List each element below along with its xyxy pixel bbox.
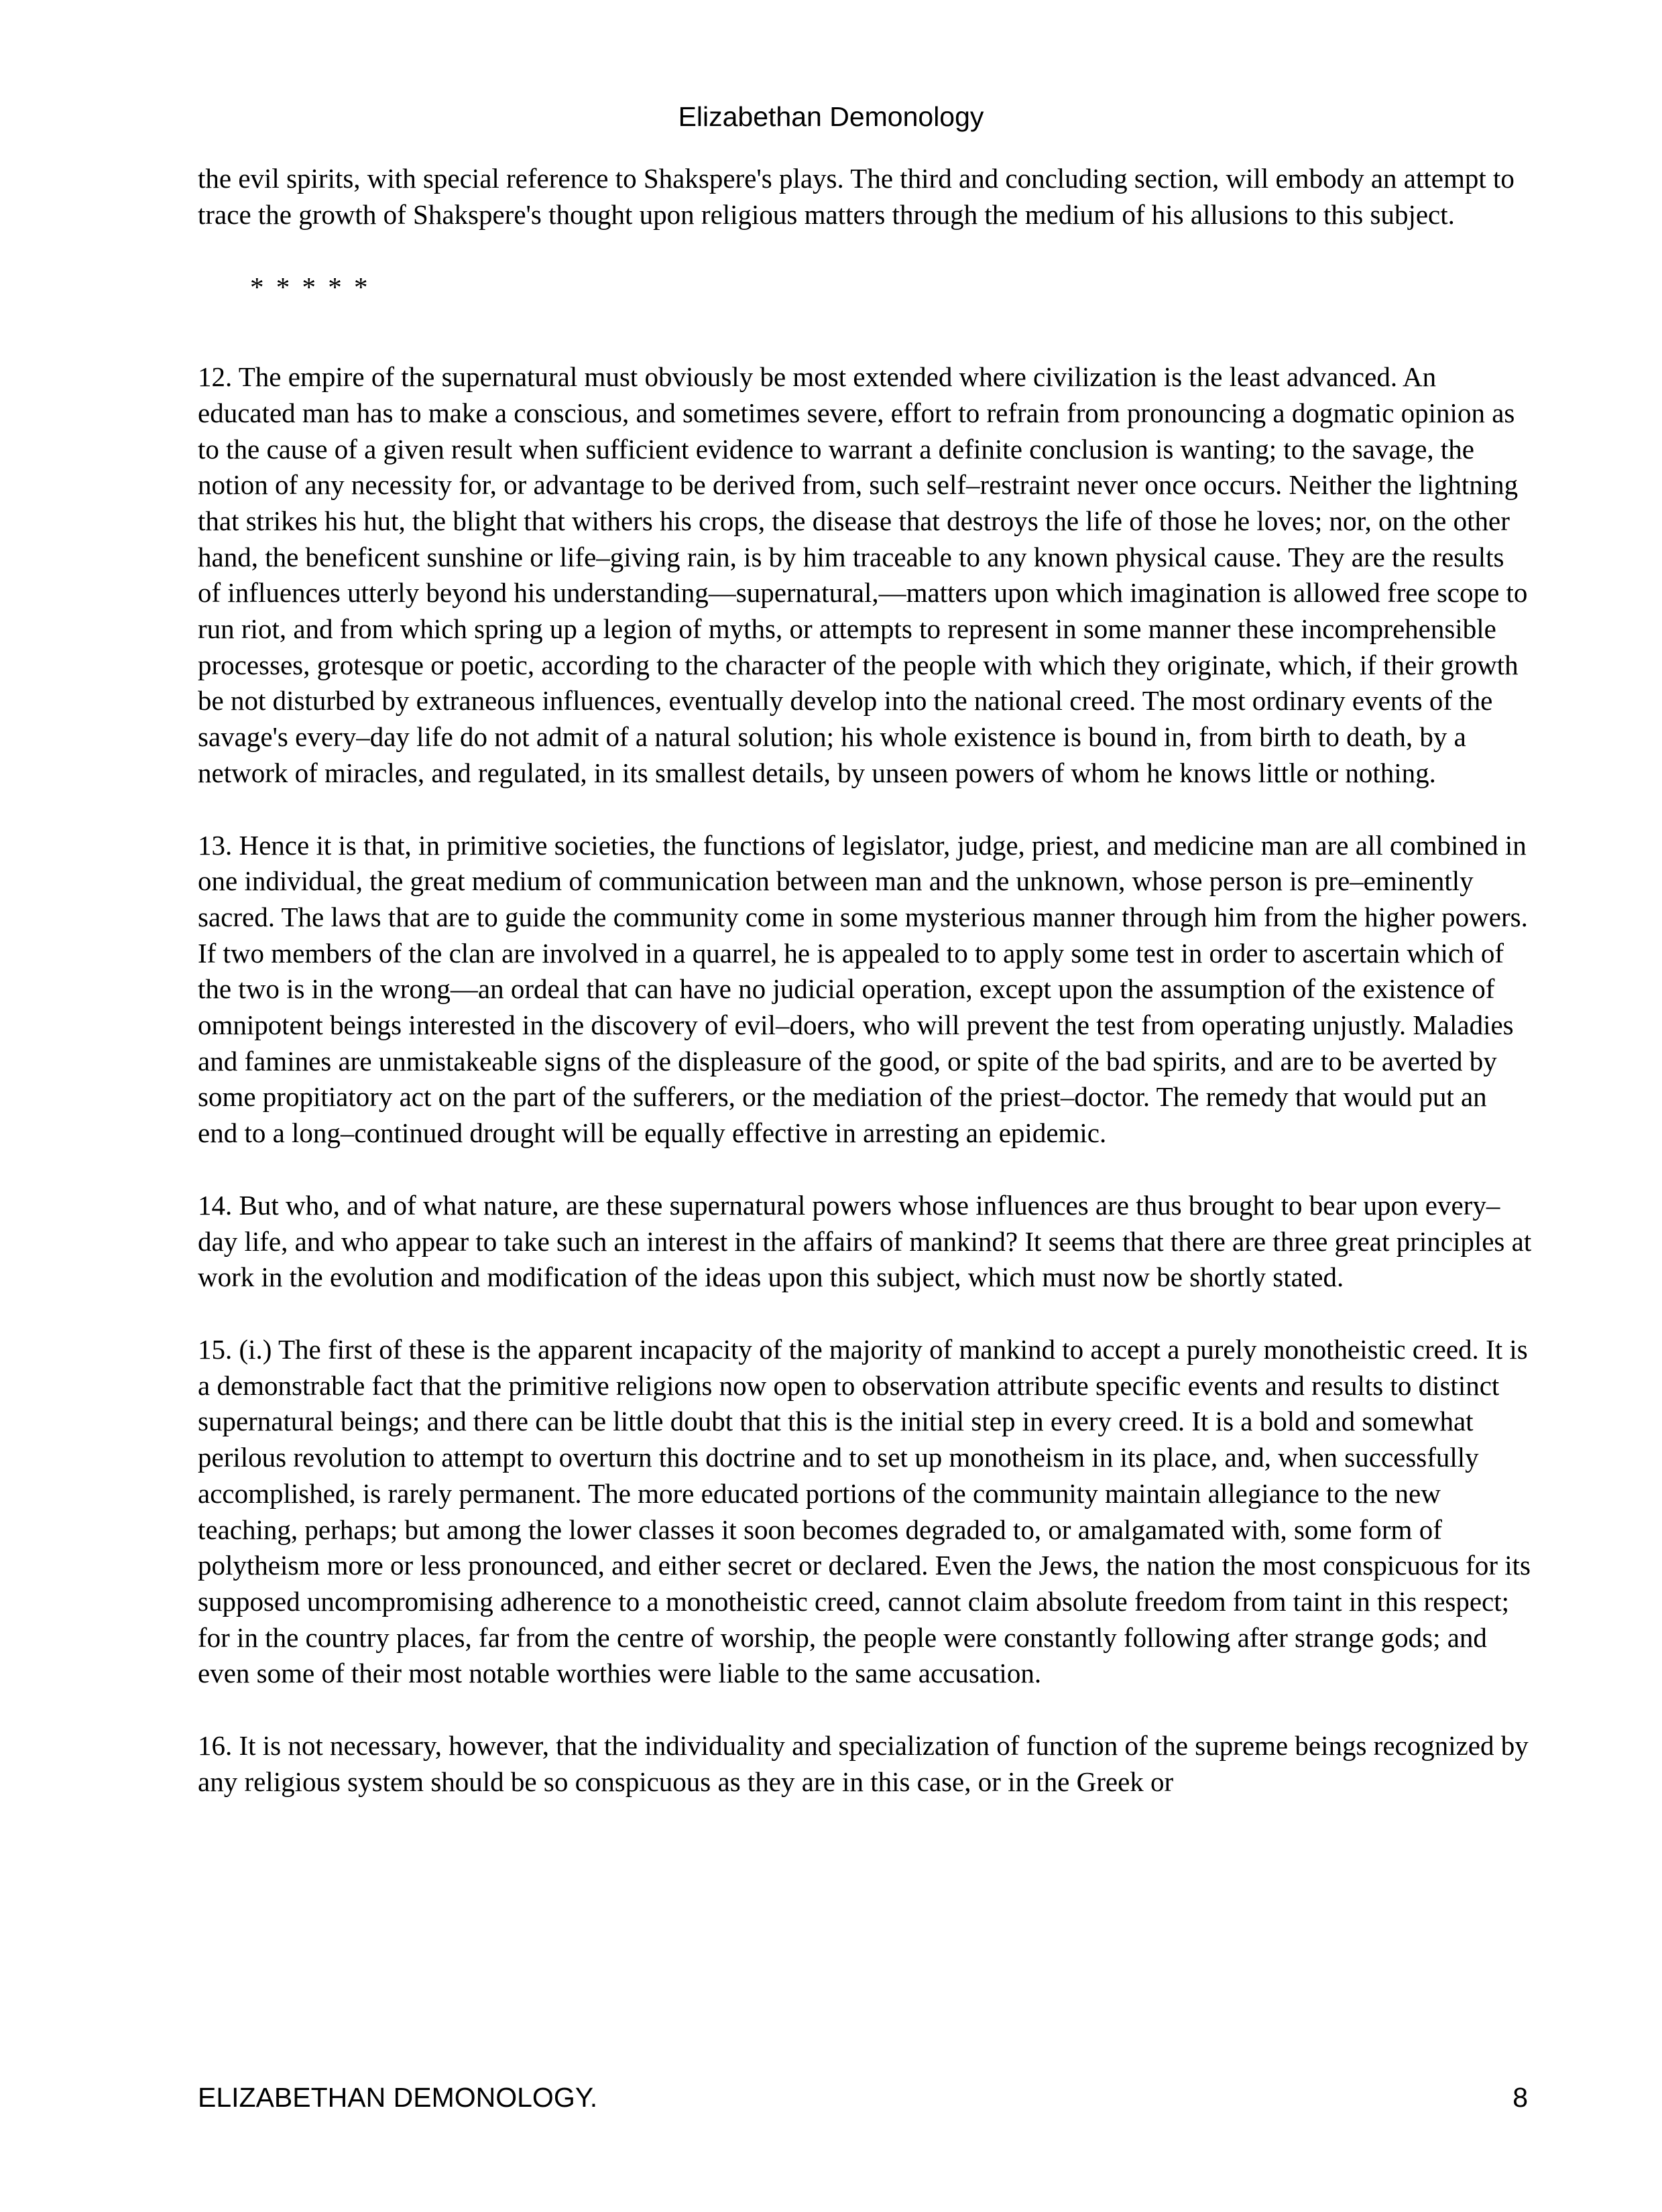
page-number: 8 <box>1512 2082 1528 2113</box>
page-body <box>198 161 1532 1836</box>
section-separator: * * * * * <box>250 271 371 303</box>
running-title: Elizabethan Demonology <box>678 101 984 132</box>
paragraph-15: 15. (i.) The first of these is the apparent incapacity of the majority of mankind to accept a purely monotheistic creed. It is a demonstrable fact that the primitive religions now open to observation attribute specific events and results to distinct supernatural beings; and there can be little doubt that this is the initial step in every creed. It is a bold and somewhat perilous revolution to attempt to overturn this doctrine and to set up monotheism in its place, and, when successfully accomplished, is rarely permanent. The more educated portions of the community maintain allegiance to the new teaching, perhaps; but among the lower classes it soon becomes degraded to, or amalgamated with, some form of polytheism more or less pronounced, and either secret or declared. Even the Jews, the nation the most conspicuous for its supposed uncompromising adherence to a monotheistic creed, cannot claim absolute freedom from taint in this respect; for in the country places, far from the centre of worship, the people were constantly following after strange gods; and even some of their most notable worthies were liable to the same accusation. <box>198 1333 1531 1689</box>
paragraph-14: 14. But who, and of what nature, are these supernatural powers whose influences are thus brought to bear upon every–day life, and who appear to take such an interest in the affairs of mankind? It seems that there are three great principles at work in the evolution and modification of the ideas upon this subject, which must now be shortly stated. <box>198 1189 1532 1293</box>
paragraph-12: 12. The empire of the supernatural must obviously be most extended where civilization is the least advanced. An educated man has to make a conscious, and sometimes severe, effort to refrain from pronouncing a dogmatic opinion as to the cause of a given result when sufficient evidence to warrant a definite conclusion is wanting; to the savage, the notion of any necessity for, or advantage to be derived from, such self–restraint never once occurs. Neither the lightning that strikes his hut, the blight that withers his crops, the disease that destroys the life of those he loves; nor, on the other hand, the beneficent sunshine or life–giving rain, is by him traceable to any known physical cause. They are the results of influences utterly beyond his understanding—supernatural,—matters upon which imagination is allowed free scope to run riot, and from which spring up a legion of myths, or attempts to represent in some manner these incomprehensible processes, grotesque or poetic, according to the character of the people with which they originate, which, if their growth be not disturbed by extraneous influences, eventually develop into the national creed. The most ordinary events of the savage's every–day life do not admit of a natural solution; his whole existence is bound in, from birth to death, by a network of miracles, and regulated, in its smallest details, by unseen powers of whom he knows little or nothing. <box>198 361 1528 788</box>
paragraph-16: 16. It is not necessary, however, that the individuality and specialization of function of the supreme beings recognized by any religious system should be so conspicuous as they are in this case, or in the Greek or <box>198 1730 1529 1797</box>
footer-book-title: ELIZABETHAN DEMONOLOGY. <box>198 2082 598 2113</box>
paragraph-13: 13. Hence it is that, in primitive societies, the functions of legislator, judge, priest, and medicine man are all combined in one individual, the great medium of communication between man and the unknown, whose person is pre–eminently sacred. The laws that are to guide the community come in some mysterious manner through him from the higher powers. If two members of the clan are involved in a quarrel, he is appealed to to apply some test in order to ascertain which of the two is in the wrong—an ordeal that can have no judicial operation, except upon the assumption of the existence of omnipotent beings interested in the discovery of evil–doers, who will prevent the test from operating unjustly. Maladies and famines are unmistakeable signs of the displeasure of the good, or spite of the bad spirits, and are to be averted by some propitiatory act on the part of the sufferers, or the mediation of the priest–doctor. The remedy that would put an end to a long–continued drought will be equally effective in arresting an epidemic. <box>198 829 1528 1149</box>
continuation-paragraph: the evil spirits, with special reference to Shakspere's plays. The third and concluding section, will embody an attempt to trace the growth of Shakspere's thought upon religious matters through the medium of his allusions to this subject. <box>198 163 1515 230</box>
